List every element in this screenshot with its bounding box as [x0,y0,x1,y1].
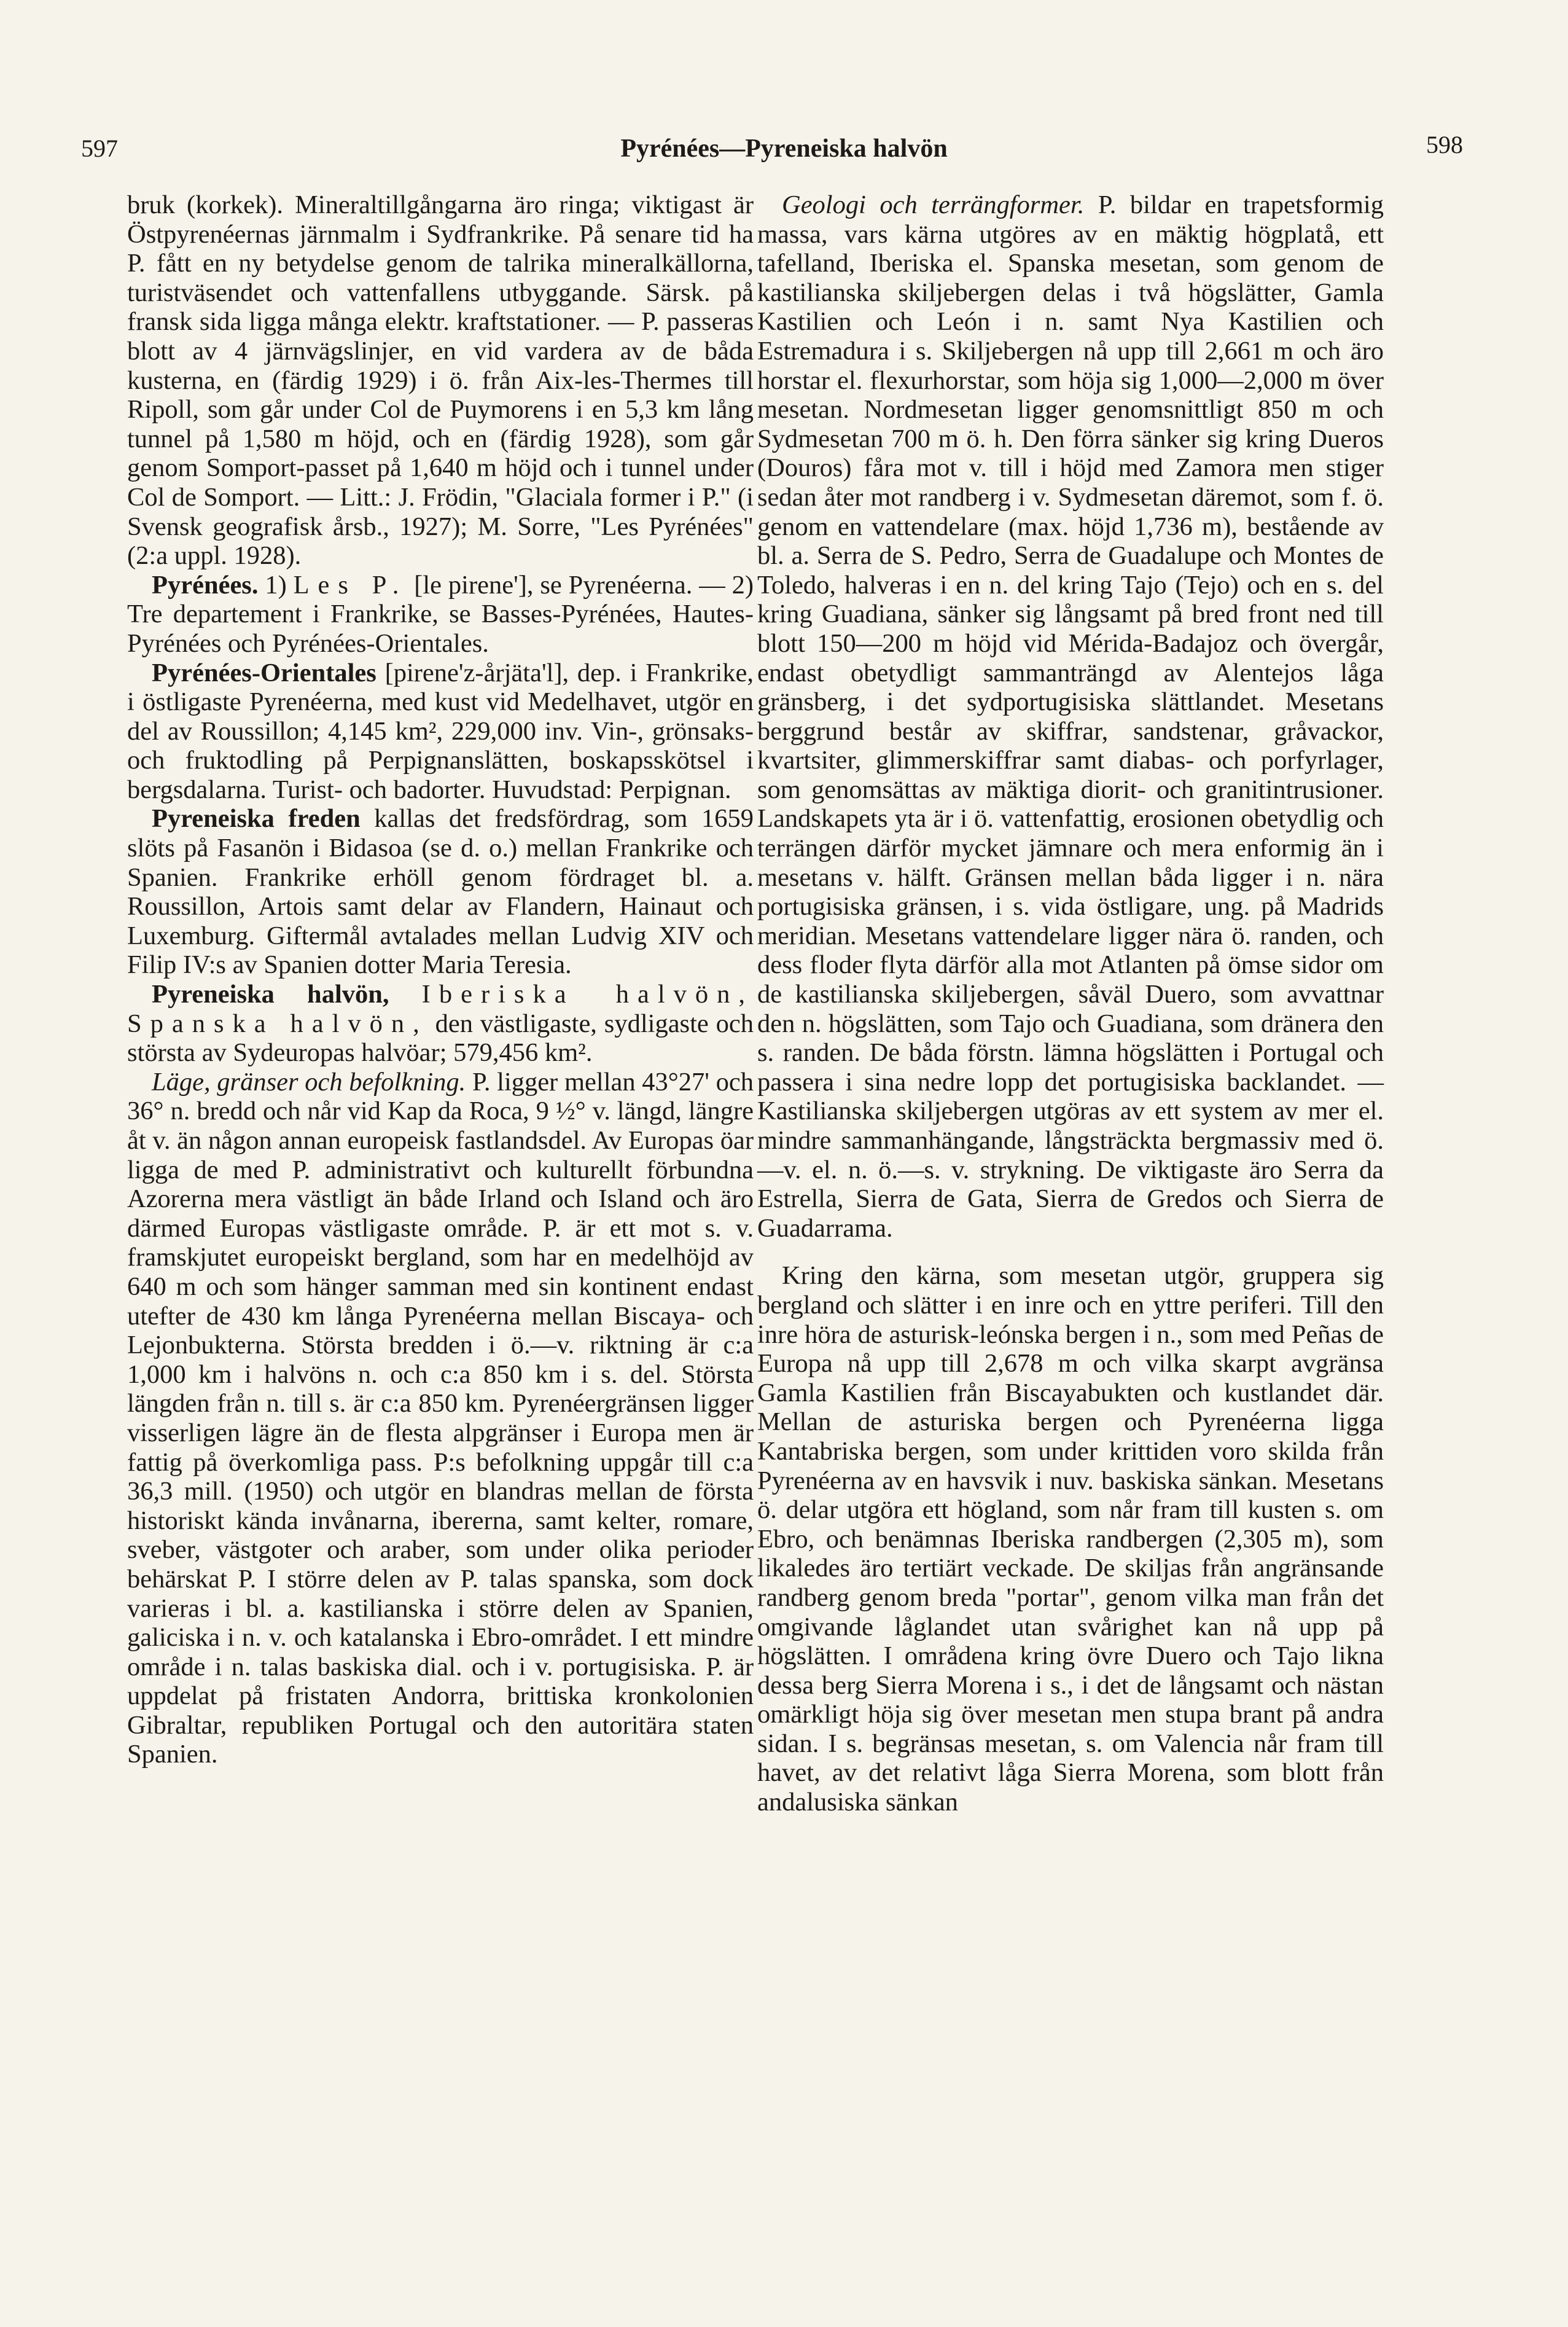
running-title: Pyrénées—Pyreneiska halvön [620,135,948,163]
entry-pyreneiska-freden: Pyreneiska freden kallas det fredsfördrag, som 1659 slöts på Fasanön i Bidasoa (se d. o.) mellan Frankrike och Spanien. Frankrike erhöll genom fördraget bl. a. Roussillon, Artois samt delar av Flandern, Hainaut och Luxemburg. Giftermål avtalades mellan Ludvig XIV och Filip IV:s av Spanien dotter Maria Teresia. [127,804,754,980]
entry-headword: Pyreneiska halvön, [152,980,389,1009]
entry-pyrenees: Pyrénées. 1) Les P. [le pirene'], se Pyrenéerna. — 2) Tre departement i Frankrike, se Basses-Pyrénées, Hautes-Pyrénées och Pyrénées-Orientales. [127,570,754,658]
section-heading: Läge, gränser och befolkning. [152,1067,466,1097]
page-number-right: 598 [1426,131,1463,158]
running-header [0,131,1568,177]
entry-headword: Pyreneiska freden [152,804,361,834]
page-number-left: 597 [81,135,118,162]
right-column [757,190,1384,1817]
section-lage: Läge, gränser och befolkning. P. ligger mellan 43°27' och 36° n. bredd och når vid Kap da Roca, 9 ½° v. längd, längre åt v. än någon annan europeisk fastlandsdel. Av Europas öar ligga de med P. administrativt och kulturellt förbundna Azorerna mera västligt än både Irland och Island och äro därmed Europas västligaste område. P. är ett mot s. v. framskjutet europeiskt bergland, som har en medelhöjd av 640 m och som hänger samman med sin kontinent endast utefter de 430 km långa Pyrenéerna mellan Biscaya- och Lejonbukterna. Största bredden i ö.—v. riktning är c:a 1,000 km i halvöns n. och c:a 850 km i s. del. Största längden från n. till s. är c:a 850 km. Pyrenéergränsen ligger visserligen lägre än de flesta alpgränser i Europa men är fattig på överkomliga pass. P:s befolkning uppgår till c:a 36,3 mill. (1950) och utgör en blandras mellan de första historiskt kända invånarna, ibererna, samt kelter, romare, sveber, västgoter och araber, som under olika perioder behärskat P. I större delen av P. talas spanska, som dock varieras i bl. a. kastilianska i större delen av Spanien, galiciska i n. v. och katalanska i Ebro-området. I ett mindre område i n. talas baskiska dial. och i v. portugisiska. P. är uppdelat på fristaten Andorra, brittiska kronkolonien Gibraltar, republiken Portugal och den autoritära staten Spanien. [127,1067,754,1769]
paragraph: Kring den kärna, som mesetan utgör, gruppera sig bergland och slätter i en inre och en yttre periferi. Till den inre höra de asturisk-leónska bergen i n., som med Peñas de Europa nå upp till 2,678 m och vilka skarpt avgränsa Gamla Kastilien från Biscayabukten och kustlandet där. Mellan de asturiska bergen och Pyrenéerna ligga Kantabriska bergen, som under krittiden voro skilda från Pyrenéerna av en havsvik i nuv. baskiska sänkan. Mesetans ö. delar utgöra ett högland, som når fram till kusten s. om Ebro, och benämnas Iberiska randbergen (2,305 m), som likaledes äro tertiärt veckade. De skiljas från angränsande randberg genom breda "portar", genom vilka man från det omgivande låglandet utan svårighet kan nå upp på högslätten. I områdena kring övre Duero och Tajo likna dessa berg Sierra Morena i s., i det de långsamt och nästan omärkligt höja sig över mesetan men stupa brant på andra sidan. I s. begränsas mesetan, s. om Valencia når fram till havet, av det relativt låga Sierra Morena, som blott från andalusiska sänkan [757,1261,1384,1817]
left-column [127,190,754,1769]
entry-headword: Pyrénées-Orientales [152,658,376,687]
section-geologi: Geologi och terrängformer. P. bildar en trapetsformig massa, vars kärna utgöres av en mäktig högplatå, ett tafelland, Iberiska el. Spanska mesetan, som genom de kastilianska skiljebergen delas i två högslätter, Gamla Kastilien och León i n. samt Nya Kastilien och Estremadura i s. Skiljebergen nå upp till 2,661 m och äro horstar el. flexurhorstar, som höja sig 1,000—2,000 m över mesetan. Nordmesetan ligger genomsnittligt 850 m och Sydmesetan 700 m ö. h. Den förra sänker sig kring Dueros (Douros) fåra mot v. till i höjd med Zamora men stiger sedan åter mot randberg i v. Sydmesetan däremot, som f. ö. genom en vattendelare (max. höjd 1,736 m), bestående av bl. a. Serra de S. Pedro, Serra de Guadalupe och Montes de Toledo, halveras i en n. del kring Tajo (Tejo) och en s. del kring Guadiana, sänker sig långsamt på bred front ned till blott 150—200 m höjd vid Mérida-Badajoz och övergår, endast obetydligt sammanträngd av Alentejos låga gränsberg, i det sydportugisiska slättlandet. Mesetans berggrund består av skiffrar, sandstenar, gråvackor, kvartsiter, glimmerskiffrar samt diabas- och porfyrlager, som genomsättas av mäktiga diorit- och granitintrusioner. Landskapets yta är i ö. vattenfattig, erosionen obetydlig och terrängen därför mycket jämnare och mera enformig än i mesetans v. hälft. Gränsen mellan båda ligger i n. nära portugisiska gränsen, i s. vida östligare, ung. på Madrids meridian. Mesetans vattendelare ligger nära ö. randen, och dess floder flyta därför alla mot Atlanten på ömse sidor om de kastilianska skiljebergen, såväl Duero, som avvattnar den n. högslätten, som Tajo och Guadiana, som dränera den s. randen. De båda förstn. lämna högslätten i Portugal och passera i sina nedre lopp det portugisiska backlandet. — Kastilianska skiljebergen utgöras av ett system av mer el. mindre sammanhängande, långsträckta bergmassiv med ö.—v. el. n. ö.—s. v. strykning. De viktigaste äro Serra da Estrella, Sierra de Gata, Sierra de Gredos och Sierra de Guadarrama. [757,190,1384,1243]
paragraph: bruk (korkek). Mineraltillgångarna äro ringa; viktigast är Östpyrenéernas järnmalm i Sydfrankrike. På senare tid ha P. fått en ny betydelse genom de talrika mineralkällorna, turistväsendet och vattenfallens utbyggande. Särsk. på fransk sida ligga många elektr. kraftstationer. — P. passeras blott av 4 järnvägslinjer, en vid vardera av de båda kusterna, en (färdig 1929) i ö. från Aix-les-Thermes till Ripoll, som går under Col de Puymorens i en 5,3 km lång tunnel på 1,580 m höjd, och en (färdig 1928), som går genom Somport-passet på 1,640 m höjd och i tunnel under Col de Somport. — Litt.: J. Frödin, "Glaciala former i P." (i Svensk geografisk årsb., 1927); M. Sorre, "Les Pyrénées" (2:a uppl. 1928). [127,190,754,571]
entry-pyrenees-orientales: Pyrénées-Orientales [pirene'z-årjäta'l], dep. i Frankrike, i östligaste Pyrenéerna, med kust vid Medelhavet, utgör en del av Roussillon; 4,145 km², 229,000 inv. Vin-, grönsaks- och fruktodling på Perpignanslätten, boskapsskötsel i bergsdalarna. Turist- och badorter. Huvudstad: Perpignan. [127,658,754,804]
entry-headword: Pyrénées. [152,570,259,600]
entry-pyreneiska-halvon: Pyreneiska halvön, Iberiska halvön, Spanska halvön, den västligaste, sydligaste och största av Sydeuropas halvöar; 579,456 km². [127,980,754,1068]
section-heading: Geologi och terrängformer. [782,190,1085,219]
